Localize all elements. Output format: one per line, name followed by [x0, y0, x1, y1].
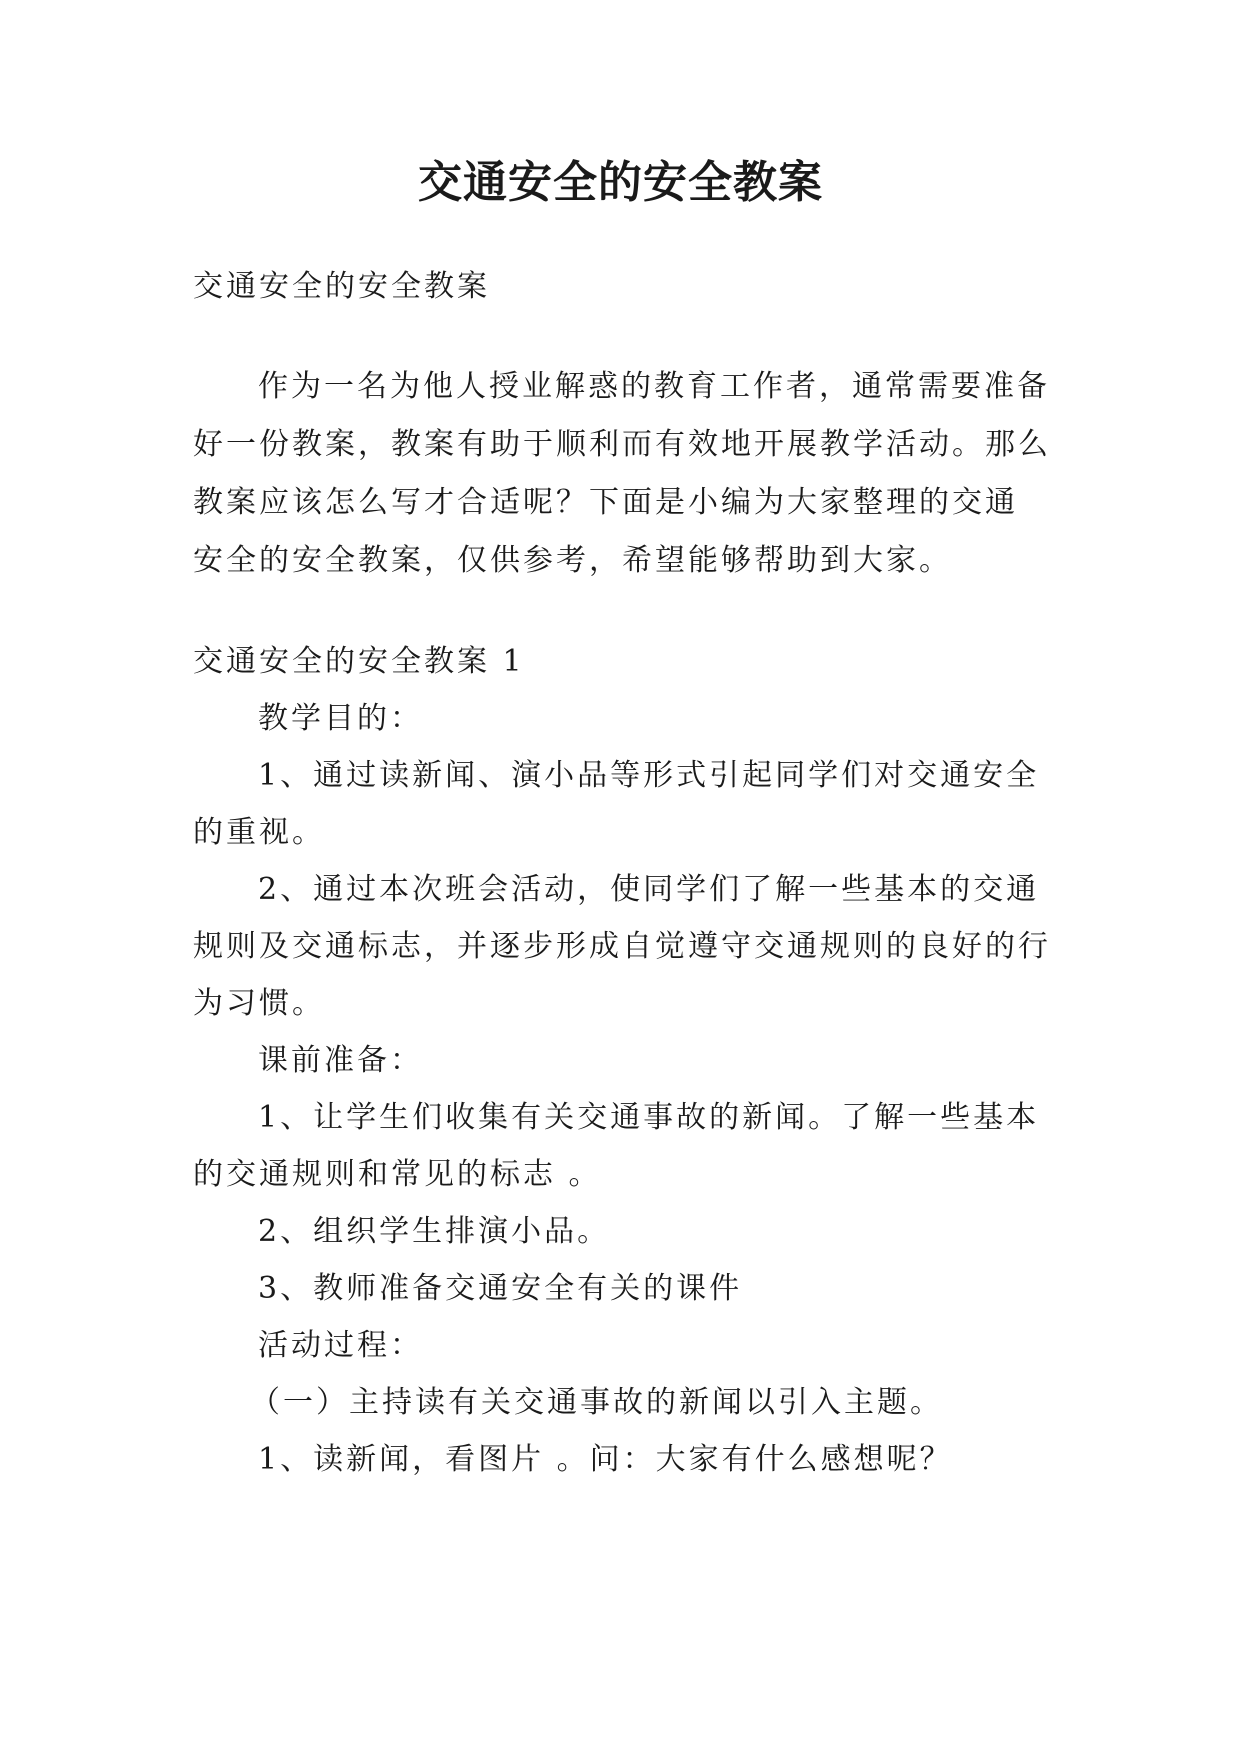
preparation-line: 3、教师准备交通安全有关的课件 — [258, 1271, 743, 1306]
preparation-line: 2、组织学生排演小品。 — [258, 1214, 611, 1249]
preparation-heading: 课前准备： — [258, 1043, 423, 1078]
preparation-line: 的交通规则和常见的标志 。 — [193, 1157, 602, 1192]
document-title: 交通安全的安全教案 — [418, 157, 823, 208]
objective-line: 1、通过读新闻、演小品等形式引起同学们对交通安全 — [258, 758, 1040, 793]
objective-line: 为习惯。 — [193, 986, 325, 1021]
objectives-heading: 教学目的： — [258, 701, 423, 736]
process-part: （一）主持读有关交通事故的新闻以引入主题。 — [250, 1385, 943, 1420]
intro-line: 安全的安全教案，仅供参考，希望能够帮助到大家。 — [193, 543, 952, 578]
objective-line: 的重视。 — [193, 815, 325, 850]
objective-line: 2、通过本次班会活动，使同学们了解一些基本的交通 — [258, 872, 1040, 907]
process-step: 1、读新闻，看图片 。问：大家有什么感想呢？ — [258, 1442, 953, 1477]
document-subtitle: 交通安全的安全教案 — [193, 269, 490, 304]
intro-line: 作为一名为他人授业解惑的教育工作者，通常需要准备 — [258, 369, 1050, 404]
process-heading: 活动过程： — [258, 1328, 423, 1363]
intro-line: 教案应该怎么写才合适呢？下面是小编为大家整理的交通 — [193, 485, 1018, 520]
objective-line: 规则及交通标志，并逐步形成自觉遵守交通规则的良好的行 — [193, 929, 1051, 964]
preparation-line: 1、让学生们收集有关交通事故的新闻。了解一些基本 — [258, 1100, 1040, 1135]
section-heading: 交通安全的安全教案 1 — [193, 644, 525, 679]
intro-line: 好一份教案，教案有助于顺利而有效地开展教学活动。那么 — [193, 427, 1051, 462]
